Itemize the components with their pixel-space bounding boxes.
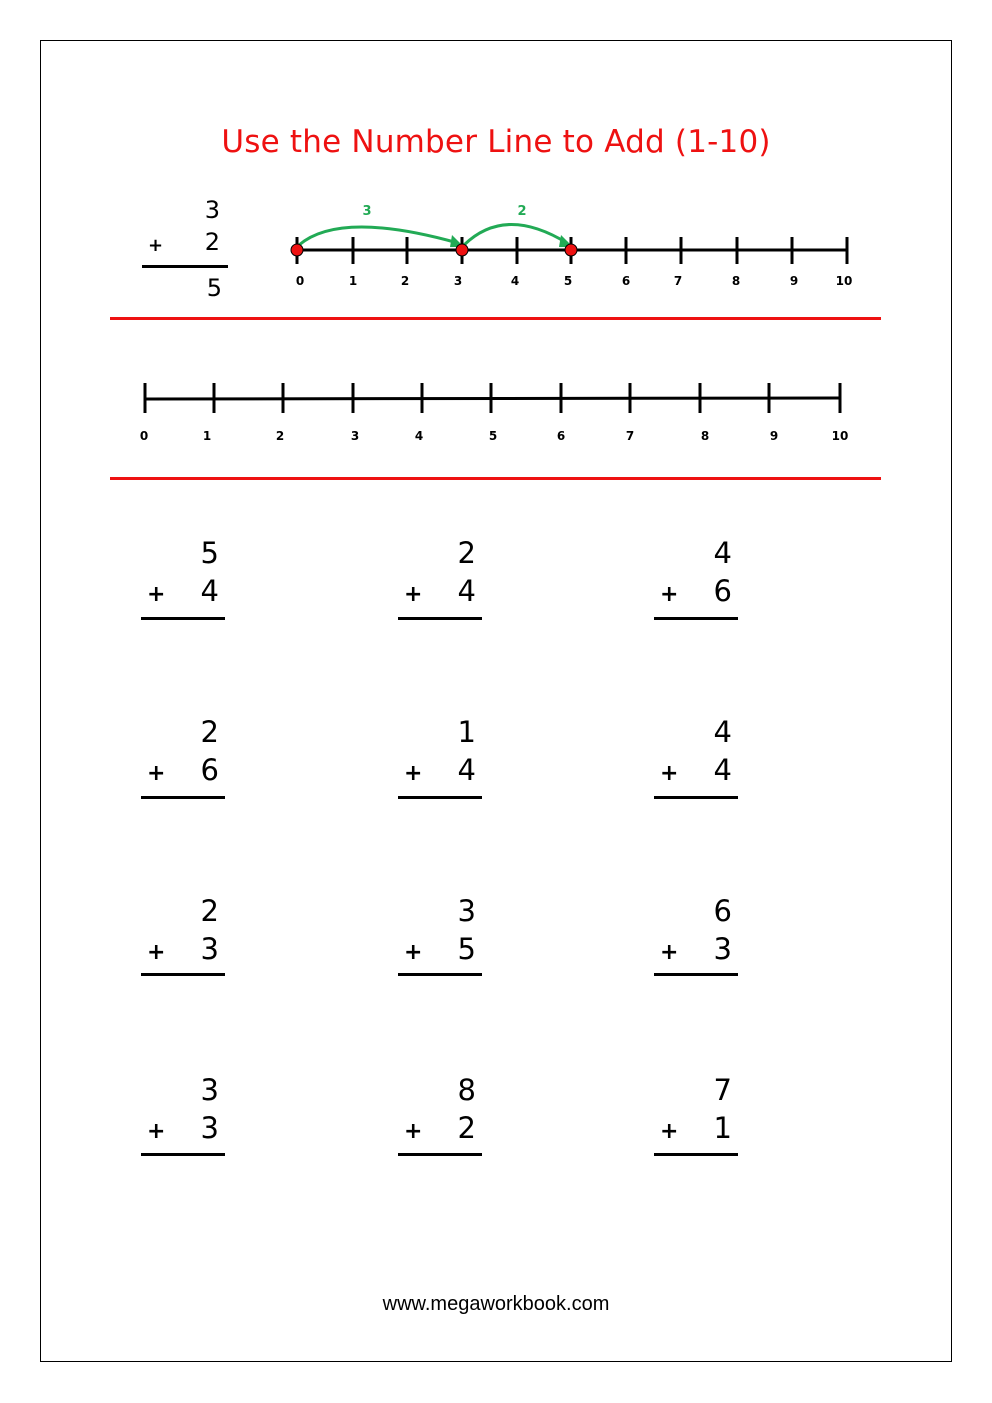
svg-text:8: 8 bbox=[731, 274, 741, 288]
problem-top-number: 2 bbox=[457, 536, 476, 570]
point-dot-3 bbox=[456, 244, 468, 256]
example-bottom-number: 2 bbox=[204, 228, 220, 256]
point-dot-0 bbox=[291, 244, 303, 256]
problem-top-number: 5 bbox=[200, 536, 219, 570]
plus-sign: + bbox=[660, 761, 679, 786]
svg-text:10: 10 bbox=[831, 429, 849, 443]
problem-bottom-number: 4 bbox=[457, 574, 476, 608]
answer-bar bbox=[141, 617, 225, 620]
svg-text:4: 4 bbox=[510, 274, 520, 288]
problem-top-number: 1 bbox=[457, 715, 476, 749]
svg-text:1: 1 bbox=[202, 429, 212, 443]
problem-top-number: 4 bbox=[713, 715, 732, 749]
problem-bottom-number: 4 bbox=[713, 753, 732, 787]
svg-text:1: 1 bbox=[348, 274, 358, 288]
problem-bottom-number: 5 bbox=[457, 932, 476, 966]
answer-bar bbox=[654, 796, 738, 799]
problem-12 bbox=[654, 1073, 744, 1163]
plus-sign: + bbox=[660, 582, 679, 607]
svg-text:5: 5 bbox=[563, 274, 573, 288]
example-top-number: 3 bbox=[204, 196, 220, 224]
problem-top-number: 3 bbox=[457, 894, 476, 928]
plus-sign: + bbox=[147, 582, 166, 607]
problem-bottom-number: 3 bbox=[713, 932, 732, 966]
svg-text:0: 0 bbox=[295, 274, 305, 288]
example-tick-labels bbox=[296, 274, 853, 288]
problem-top-number: 4 bbox=[713, 536, 732, 570]
jump-label-2: 2 bbox=[517, 204, 527, 219]
plus-sign: + bbox=[404, 1119, 423, 1144]
problem-bottom-number: 6 bbox=[200, 753, 219, 787]
plus-sign: + bbox=[404, 940, 423, 965]
svg-text:9: 9 bbox=[789, 274, 799, 288]
answer-bar bbox=[141, 1153, 225, 1156]
problem-7 bbox=[141, 894, 231, 984]
answer-bar bbox=[141, 796, 225, 799]
red-divider-top bbox=[110, 317, 881, 320]
problem-bottom-number: 3 bbox=[200, 1111, 219, 1145]
problem-3 bbox=[654, 536, 744, 626]
blank-tick-labels bbox=[140, 429, 849, 443]
problem-4 bbox=[141, 715, 231, 805]
example-problem bbox=[142, 193, 232, 302]
plus-sign: + bbox=[660, 940, 679, 965]
svg-text:6: 6 bbox=[556, 429, 566, 443]
problem-bottom-number: 3 bbox=[200, 932, 219, 966]
worksheet-title: Use the Number Line to Add (1-10) bbox=[221, 124, 771, 160]
svg-text:2: 2 bbox=[275, 429, 285, 443]
problem-bottom-number: 2 bbox=[457, 1111, 476, 1145]
problem-top-number: 8 bbox=[457, 1073, 476, 1107]
problem-top-number: 2 bbox=[200, 715, 219, 749]
svg-text:7: 7 bbox=[625, 429, 635, 443]
svg-text:0: 0 bbox=[139, 429, 149, 443]
svg-text:6: 6 bbox=[621, 274, 631, 288]
svg-text:3: 3 bbox=[350, 429, 360, 443]
plus-sign: + bbox=[404, 761, 423, 786]
problem-bottom-number: 6 bbox=[713, 574, 732, 608]
problem-1 bbox=[141, 536, 231, 626]
plus-sign: + bbox=[147, 1119, 166, 1144]
answer-bar bbox=[141, 973, 225, 976]
svg-text:9: 9 bbox=[769, 429, 779, 443]
example-plus-sign: + bbox=[148, 235, 164, 256]
svg-text:8: 8 bbox=[700, 429, 710, 443]
blank-number-line bbox=[130, 375, 860, 450]
problem-9 bbox=[654, 894, 744, 984]
example-answer-bar bbox=[142, 265, 228, 268]
point-dot-5 bbox=[565, 244, 577, 256]
plus-sign: + bbox=[404, 582, 423, 607]
example-answer: 5 bbox=[206, 274, 222, 302]
answer-bar bbox=[654, 1153, 738, 1156]
plus-sign: + bbox=[147, 761, 166, 786]
problem-top-number: 6 bbox=[713, 894, 732, 928]
problem-top-number: 7 bbox=[713, 1073, 732, 1107]
answer-bar bbox=[398, 973, 482, 976]
problem-5 bbox=[398, 715, 488, 805]
answer-bar bbox=[398, 796, 482, 799]
red-divider-bottom bbox=[110, 477, 881, 480]
problem-10 bbox=[141, 1073, 231, 1163]
problem-6 bbox=[654, 715, 744, 805]
footer-website[interactable]: www.megaworkbook.com bbox=[382, 1293, 610, 1315]
example-number-line bbox=[280, 195, 870, 295]
svg-text:5: 5 bbox=[488, 429, 498, 443]
problem-bottom-number: 1 bbox=[713, 1111, 732, 1145]
answer-bar bbox=[398, 1153, 482, 1156]
problem-top-number: 3 bbox=[200, 1073, 219, 1107]
answer-bar bbox=[654, 617, 738, 620]
svg-text:4: 4 bbox=[414, 429, 424, 443]
svg-text:7: 7 bbox=[673, 274, 683, 288]
problem-bottom-number: 4 bbox=[200, 574, 219, 608]
jump-arc-1 bbox=[299, 227, 458, 245]
svg-text:10: 10 bbox=[835, 274, 853, 288]
plus-sign: + bbox=[660, 1119, 679, 1144]
problem-2 bbox=[398, 536, 488, 626]
plus-sign: + bbox=[147, 940, 166, 965]
answer-bar bbox=[398, 617, 482, 620]
svg-text:2: 2 bbox=[400, 274, 410, 288]
problem-11 bbox=[398, 1073, 488, 1163]
jump-label-1: 3 bbox=[362, 204, 372, 219]
problem-bottom-number: 4 bbox=[457, 753, 476, 787]
answer-bar bbox=[654, 973, 738, 976]
problem-8 bbox=[398, 894, 488, 984]
problem-top-number: 2 bbox=[200, 894, 219, 928]
svg-text:3: 3 bbox=[453, 274, 463, 288]
